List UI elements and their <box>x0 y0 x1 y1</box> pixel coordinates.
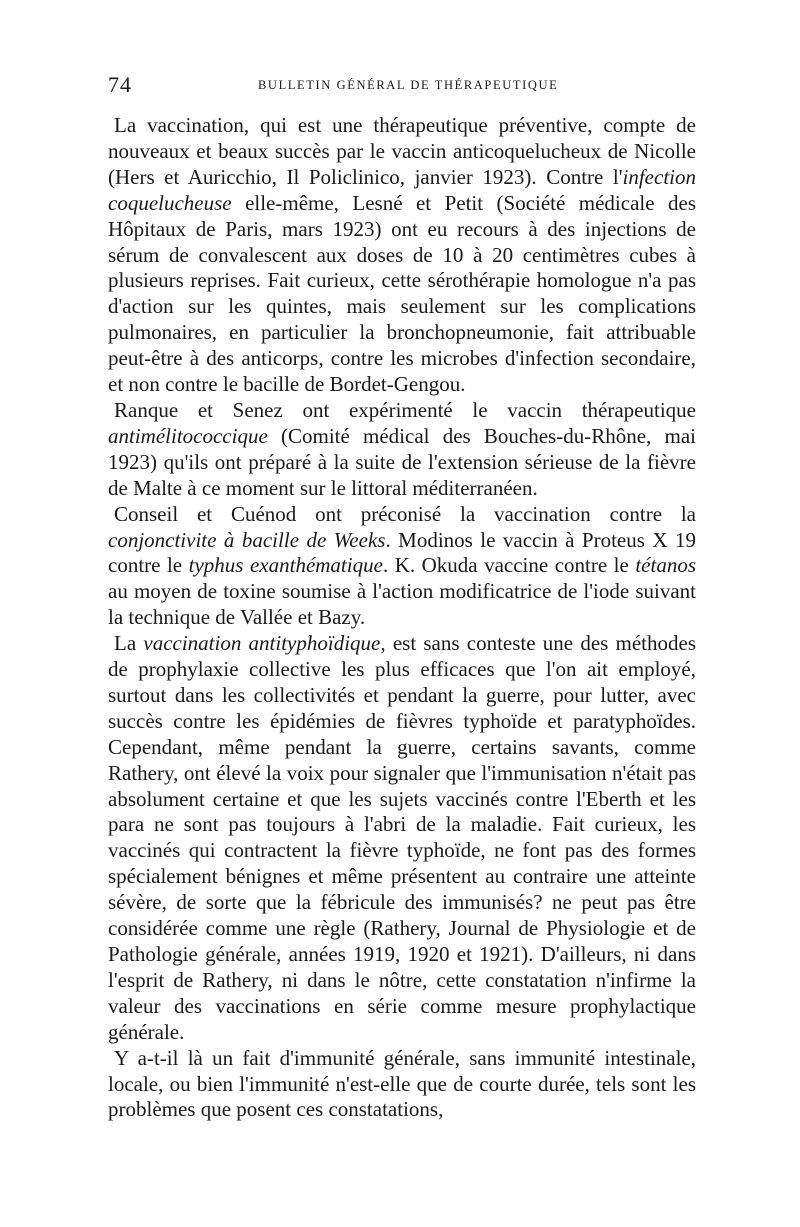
text-segment: (Comité médical des Bouches-du-Rhône, mai 1923) qu'ils ont préparé à la suite de l'extension sérieuse de la fièvre de Malte à ce moment sur le littoral méditerranéen. <box>108 423 696 500</box>
text-segment: . K. Okuda vaccine contre le <box>382 553 636 578</box>
paragraph <box>108 502 696 632</box>
italic-term: antimélitococcique <box>108 423 268 448</box>
text-segment: elle-même, Lesné et Petit (Société médicale des Hôpitaux de Paris, mars 1923) ont eu recours à des injections de sérum de convalescent aux doses de 10 à 20 centimètres cubes à plusieurs reprises. Fait curieux, cette sérothérapie homologue n'a pas d'action sur les quintes, mais seulement sur les complications pulmonaires, en particulier la bronchopneumonie, fait attribuable peut-être à des anticorps, contre les microbes d'infection secondaire, et non contre le bacille de Bordet-Gengou. <box>108 190 696 397</box>
running-title: BULLETIN GÉNÉRAL DE THÉRAPEUTIQUE <box>258 78 559 92</box>
body-text <box>108 113 696 1123</box>
page-header <box>108 72 696 102</box>
paragraph <box>108 1046 696 1124</box>
document-page <box>108 0 696 1227</box>
text-segment: Y a-t-il là un fait d'immunité générale, sans immunité intestinale, locale, ou bien l'immunité n'est-elle que de courte durée, tels sont les problèmes que posent ces constatations, <box>108 1045 696 1122</box>
text-segment: Ranque et Senez ont expérimenté le vaccin thérapeutique <box>114 397 696 422</box>
text-segment: . Modinos le vaccin à Proteus X 19 contre le <box>108 527 697 578</box>
italic-term: typhus exanthématique <box>188 553 383 578</box>
text-segment: au moyen de toxine soumise à l'action modificatrice de l'iode suivant la technique de Vallée et Bazy. <box>108 579 696 630</box>
italic-term: tétanos <box>635 553 697 578</box>
text-segment: Conseil et Cuénod ont préconisé la vaccination contre la <box>114 501 696 526</box>
paragraph <box>108 631 696 1046</box>
italic-term: infection coquelucheuse <box>108 164 696 215</box>
paragraph <box>108 398 696 502</box>
italic-term: vaccination antityphoïdique <box>143 631 381 656</box>
page-number: 74 <box>108 72 132 97</box>
text-segment: La vaccination, qui est une thérapeutique préventive, compte de nouveaux et beaux succès par le vaccin anticoquelucheux de Nicolle (Hers et Auricchio, Il Policlinico, janvier 1923). Contre l' <box>108 113 696 189</box>
italic-term: conjonctivite à bacille de Weeks <box>108 527 386 552</box>
paragraph <box>108 113 696 398</box>
text-segment: La <box>114 631 144 656</box>
text-segment: , est sans conteste une des méthodes de prophylaxie collective les plus efficaces que l'on ait employé, surtout dans les collectivités et pendant la guerre, pour lutter, avec succès contre les épidémies de fièvres typhoïde et paratyphoïdes. Cependant, même pendant la guerre, certains savants, comme Rathery, ont élevé la voix pour signaler que l'immunisation n'était pas absolument certaine et que les sujets vaccinés contre l'Eberth et les para ne sont pas toujours à l'abri de la maladie. Fait curieux, les vaccinés qui contractent la fièvre typhoïde, ne font pas des formes spécialement bénignes et même présentent au contraire une atteinte sévère, de sorte que la fébricule des immunisés? ne peut pas être considérée comme une règle (Rathery, Journal de Physiologie et de Pathologie générale, années 1919, 1920 et 1921). D'ailleurs, ni dans l'esprit de Rathery, ni dans le nôtre, cette constatation n'infirme la valeur des vaccinations en série comme mesure prophylactique générale. <box>108 631 697 1044</box>
